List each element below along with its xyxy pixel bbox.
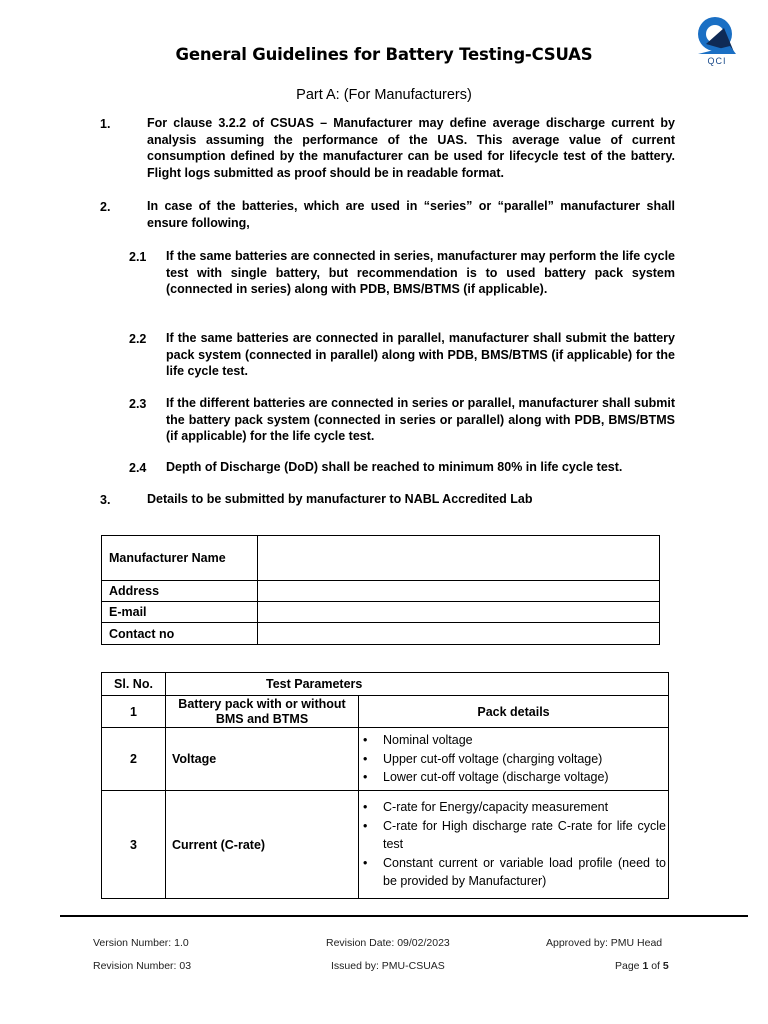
page-title: General Guidelines for Battery Testing-CSUAS	[175, 45, 593, 64]
table-row	[102, 728, 669, 791]
list-item: • C-rate for Energy/capacity measurement	[361, 798, 666, 817]
row-label: Manufacturer Name	[102, 536, 258, 581]
list-item: • Upper cut-off voltage (charging voltage)	[361, 750, 668, 769]
parameter-details	[359, 728, 669, 791]
email-field[interactable]	[258, 602, 660, 623]
row-number: 1	[102, 696, 166, 728]
logo-text: QCI	[707, 56, 727, 66]
table-row	[102, 623, 660, 645]
page-label: Page	[615, 960, 640, 972]
page-total: 5	[662, 960, 669, 972]
parameter-label: Current (C-rate)	[166, 791, 359, 899]
manufacturer-details-table	[101, 535, 660, 645]
item-text: In case of the batteries, which are used in “series” or “parallel” manufacturer shall ensure following,	[147, 199, 675, 230]
sub-item-text: If the different batteries are connected in series or parallel, manufacturer shall submit the battery pack system (connected in series or parallel) along with PDB, BMS/BTMS (if applicable) for the life cycle test.	[166, 396, 675, 443]
list-item: • Lower cut-off voltage (discharge voltage)	[361, 768, 668, 787]
page-of: of	[651, 960, 660, 972]
item-number: 1.	[100, 117, 111, 131]
approved-by: Approved by: PMU Head	[546, 937, 663, 949]
row-label: Address	[102, 581, 258, 602]
list-item: • Nominal voltage	[361, 731, 668, 750]
table-row	[102, 602, 660, 623]
row-label: Contact no	[102, 623, 258, 645]
page-current: 1	[642, 960, 649, 972]
item-text: For clause 3.2.2 of CSUAS – Manufacturer may define average discharge current by analysis assuming the performance of the UAS. This average value of current consumption defined by the manufacturer can be used for lifecycle test of the battery. Flight logs submitted as proof should be in readable format.	[147, 116, 675, 180]
sub-item-number: 2.3	[129, 397, 147, 411]
version-number: Version Number: 1.0	[93, 937, 189, 949]
table-header-row	[102, 673, 669, 696]
parameter-label: Battery pack with or without BMS and BTMS	[166, 696, 359, 728]
sub-item-number: 2.2	[129, 332, 147, 346]
list-item: • C-rate for High discharge rate C-rate for life cycle test	[361, 817, 666, 854]
footer-divider	[60, 915, 748, 917]
pack-details-header: Pack details	[359, 696, 669, 728]
table-row	[102, 581, 660, 602]
manufacturer-name-field[interactable]	[258, 536, 660, 581]
page-subtitle: Part A: (For Manufacturers)	[296, 87, 472, 103]
row-number: 3	[102, 791, 166, 899]
row-label: E-mail	[102, 602, 258, 623]
item-number: 2.	[100, 200, 111, 214]
list-item: • Constant current or variable load profile (need to be provided by Manufacturer)	[361, 854, 666, 891]
table-row	[102, 536, 660, 581]
item-number: 3.	[100, 493, 111, 507]
parameter-details	[359, 791, 669, 899]
issued-by: Issued by: PMU-CSUAS	[331, 960, 445, 972]
parameter-label: Voltage	[166, 728, 359, 791]
address-field[interactable]	[258, 581, 660, 602]
item-text: Details to be submitted by manufacturer to NABL Accredited Lab	[147, 492, 533, 506]
sub-item-text: Depth of Discharge (DoD) shall be reached to minimum 80% in life cycle test.	[166, 460, 623, 474]
sub-item-number: 2.1	[129, 250, 147, 264]
row-number: 2	[102, 728, 166, 791]
page-number	[615, 960, 669, 972]
sub-item-text: If the same batteries are connected in parallel, manufacturer shall submit the battery pack system (connected in parallel) along with PDB, BMS/BTMS (if applicable) for the life cycle test.	[166, 331, 675, 378]
revision-number: Revision Number: 03	[93, 960, 192, 972]
sub-item-number: 2.4	[129, 461, 147, 475]
test-parameters-table	[101, 672, 669, 899]
sub-item-text: If the same batteries are connected in series, manufacturer may perform the life cycle test with single battery, but recommendation is to used battery pack system (connected in series) along with PDB, BMS/BTMS (if applicable).	[166, 249, 675, 296]
table-row	[102, 791, 669, 899]
revision-date: Revision Date: 09/02/2023	[326, 937, 450, 949]
test-parameters-header: Test Parameters	[166, 673, 669, 696]
sl-no-header: Sl. No.	[102, 673, 166, 696]
table-row	[102, 696, 669, 728]
contact-no-field[interactable]	[258, 623, 660, 645]
